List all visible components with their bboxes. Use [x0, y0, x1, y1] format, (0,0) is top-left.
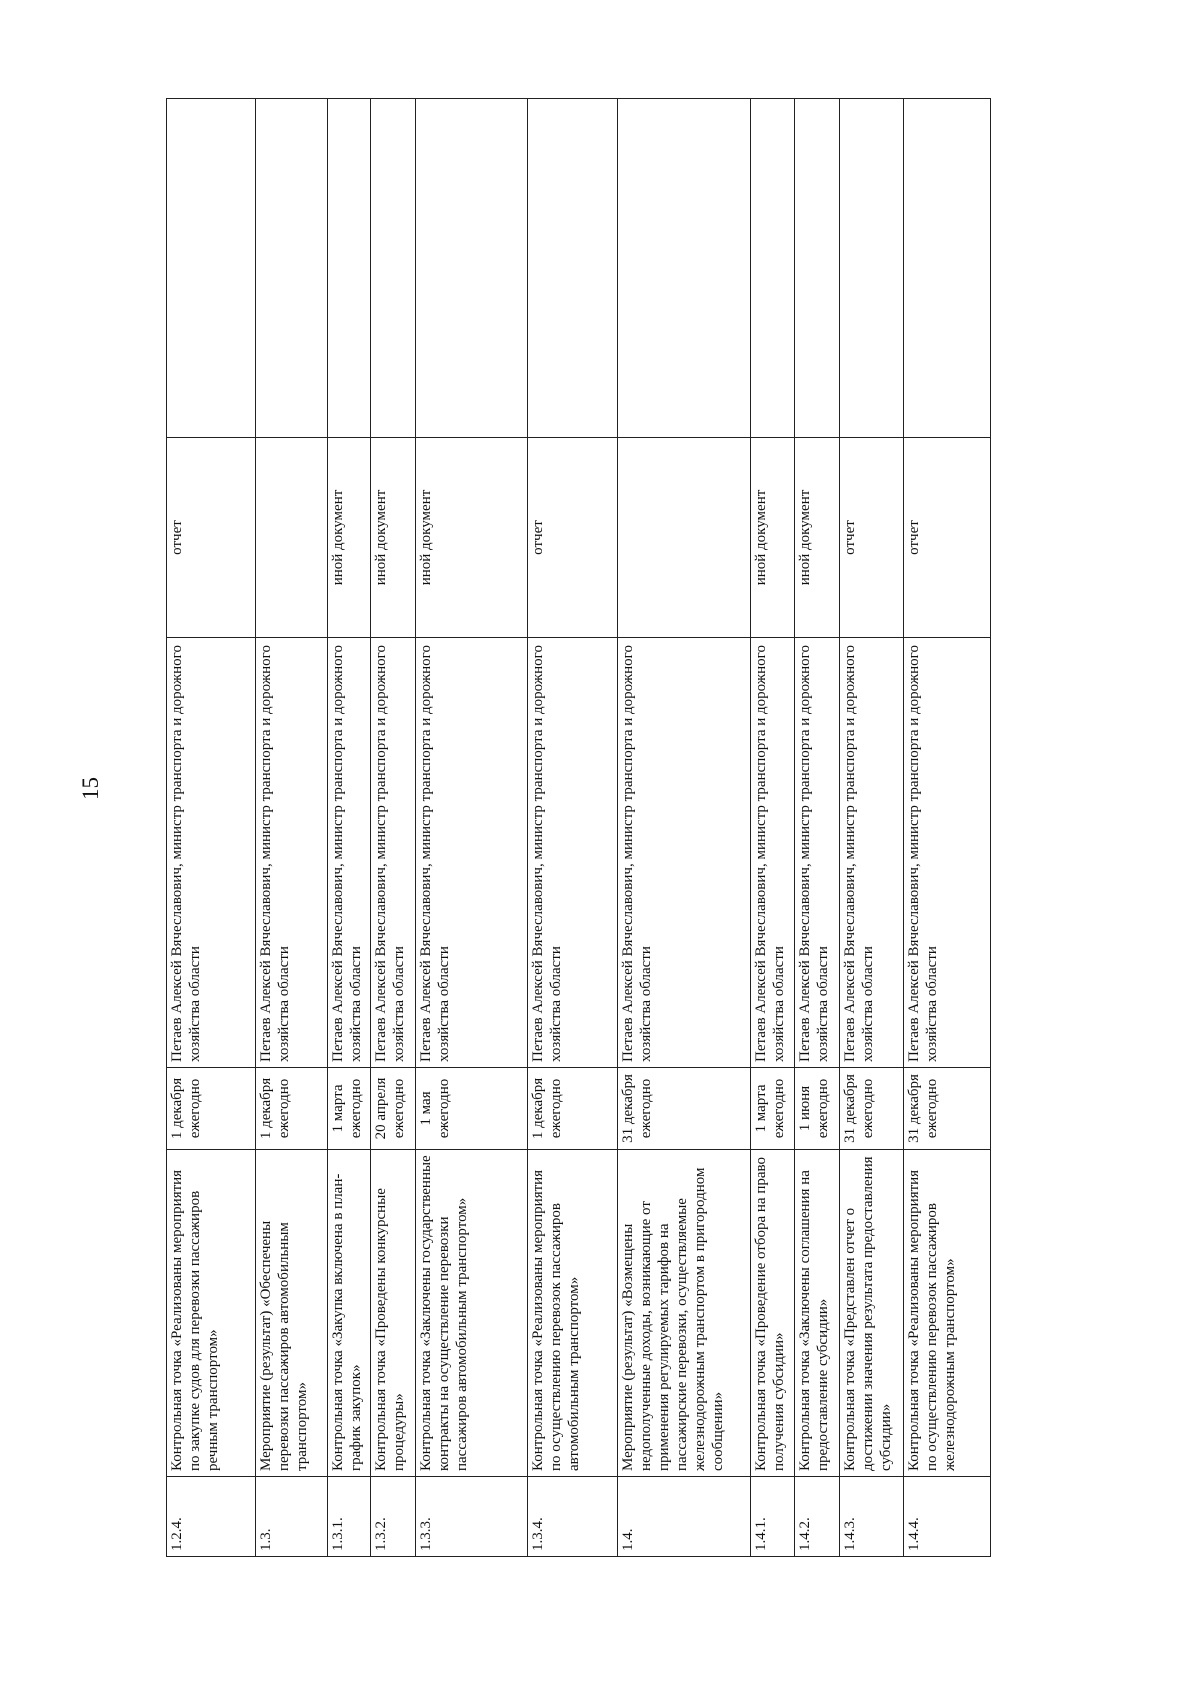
deadline: 20 апреля ежегодно: [371, 1068, 416, 1150]
event-name: Контрольная точка «Проведены конкурсные процедуры»: [371, 1150, 416, 1477]
row-number: 1.3.3.: [415, 1477, 528, 1557]
event-name: Мероприятие (результат) «Обеспечены перевозки пассажиров автомобильным транспортом»: [256, 1150, 327, 1477]
deadline: 1 марта ежегодно: [750, 1068, 795, 1150]
table-row: [839, 99, 903, 1557]
responsible: Петаев Алексей Вячеславович, министр транспорта и дорожного хозяйства области: [617, 638, 750, 1068]
responsible: Петаев Алексей Вячеславович, министр транспорта и дорожного хозяйства области: [415, 638, 528, 1068]
table-row: [327, 99, 371, 1557]
document-type: отчет: [839, 438, 903, 638]
responsible: Петаев Алексей Вячеславович, министр транспорта и дорожного хозяйства области: [903, 638, 990, 1068]
note: [750, 99, 795, 438]
note: [795, 99, 840, 438]
event-name: Контрольная точка «Заключены государственные контракты на осуществление перевозки пассажиров автомобильным транспортом»: [415, 1150, 528, 1477]
deadline: 1 декабря ежегодно: [167, 1068, 256, 1150]
table-row: [167, 99, 256, 1557]
document-type: иной документ: [327, 438, 371, 638]
table-row: [903, 99, 990, 1557]
document-type: отчет: [528, 438, 617, 638]
row-number: 1.4.3.: [839, 1477, 903, 1557]
note: [839, 99, 903, 438]
document-type: иной документ: [371, 438, 416, 638]
responsible: Петаев Алексей Вячеславович, министр транспорта и дорожного хозяйства области: [795, 638, 840, 1068]
deadline: 1 декабря ежегодно: [528, 1068, 617, 1150]
rotated-table-container: [166, 99, 991, 1557]
row-number: 1.2.4.: [167, 1477, 256, 1557]
document-type: [256, 438, 327, 638]
note: [528, 99, 617, 438]
row-number: 1.3.2.: [371, 1477, 416, 1557]
document-type: [617, 438, 750, 638]
deadline: 1 декабря ежегодно: [256, 1068, 327, 1150]
table-row: [617, 99, 750, 1557]
responsible: Петаев Алексей Вячеславович, министр транспорта и дорожного хозяйства области: [256, 638, 327, 1068]
table-row: [528, 99, 617, 1557]
table-row: [256, 99, 327, 1557]
responsible: Петаев Алексей Вячеславович, министр транспорта и дорожного хозяйства области: [528, 638, 617, 1068]
deadline: 31 декабря ежегодно: [617, 1068, 750, 1150]
event-name: Мероприятие (результат) «Возмещены недополученные доходы, возникающие от применения регулируемых тарифов на пассажирские перевозки, осуществляемые железнодорожным транспортом в пригородном сообщении»: [617, 1150, 750, 1477]
document-type: отчет: [167, 438, 256, 638]
note: [327, 99, 371, 438]
row-number: 1.4.1.: [750, 1477, 795, 1557]
row-number: 1.3.: [256, 1477, 327, 1557]
deadline: 1 марта ежегодно: [327, 1068, 371, 1150]
document-type: отчет: [903, 438, 990, 638]
document-type: иной документ: [415, 438, 528, 638]
responsible: Петаев Алексей Вячеславович, министр транспорта и дорожного хозяйства области: [839, 638, 903, 1068]
table-row: [750, 99, 795, 1557]
deadline: 31 декабря ежегодно: [903, 1068, 990, 1150]
row-number: 1.3.4.: [528, 1477, 617, 1557]
event-name: Контрольная точка «Реализованы мероприятия по закупке судов для перевозки пассажиров речным транспортом»: [167, 1150, 256, 1477]
row-number: 1.4.: [617, 1477, 750, 1557]
deadline: 31 декабря ежегодно: [839, 1068, 903, 1150]
row-number: 1.4.4.: [903, 1477, 990, 1557]
event-name: Контрольная точка «Представлен отчет о достижении значения результата предоставления субсидии»: [839, 1150, 903, 1477]
event-name: Контрольная точка «Закупка включена в план-график закупок»: [327, 1150, 371, 1477]
plan-table-body: [167, 99, 991, 1557]
note: [415, 99, 528, 438]
note: [256, 99, 327, 438]
plan-table: [166, 98, 991, 1557]
event-name: Контрольная точка «Реализованы мероприятия по осуществлению перевозок пассажиров автомобильным транспортом»: [528, 1150, 617, 1477]
note: [167, 99, 256, 438]
event-name: Контрольная точка «Заключены соглашения на предоставление субсидии»: [795, 1150, 840, 1477]
event-name: Контрольная точка «Реализованы мероприятия по осуществлению перевозок пассажиров железнодорожным транспортом»: [903, 1150, 990, 1477]
note: [371, 99, 416, 438]
responsible: Петаев Алексей Вячеславович, министр транспорта и дорожного хозяйства области: [167, 638, 256, 1068]
page-number: 15: [78, 777, 103, 800]
document-type: иной документ: [750, 438, 795, 638]
responsible: Петаев Алексей Вячеславович, министр транспорта и дорожного хозяйства области: [327, 638, 371, 1068]
responsible: Петаев Алексей Вячеславович, министр транспорта и дорожного хозяйства области: [750, 638, 795, 1068]
table-row: [795, 99, 840, 1557]
note: [903, 99, 990, 438]
note: [617, 99, 750, 438]
document-type: иной документ: [795, 438, 840, 638]
deadline: 1 мая ежегодно: [415, 1068, 528, 1150]
deadline: 1 июня ежегодно: [795, 1068, 840, 1150]
responsible: Петаев Алексей Вячеславович, министр транспорта и дорожного хозяйства области: [371, 638, 416, 1068]
row-number: 1.4.2.: [795, 1477, 840, 1557]
event-name: Контрольная точка «Проведение отбора на право получения субсидии»: [750, 1150, 795, 1477]
table-row: [415, 99, 528, 1557]
row-number: 1.3.1.: [327, 1477, 371, 1557]
table-row: [371, 99, 416, 1557]
